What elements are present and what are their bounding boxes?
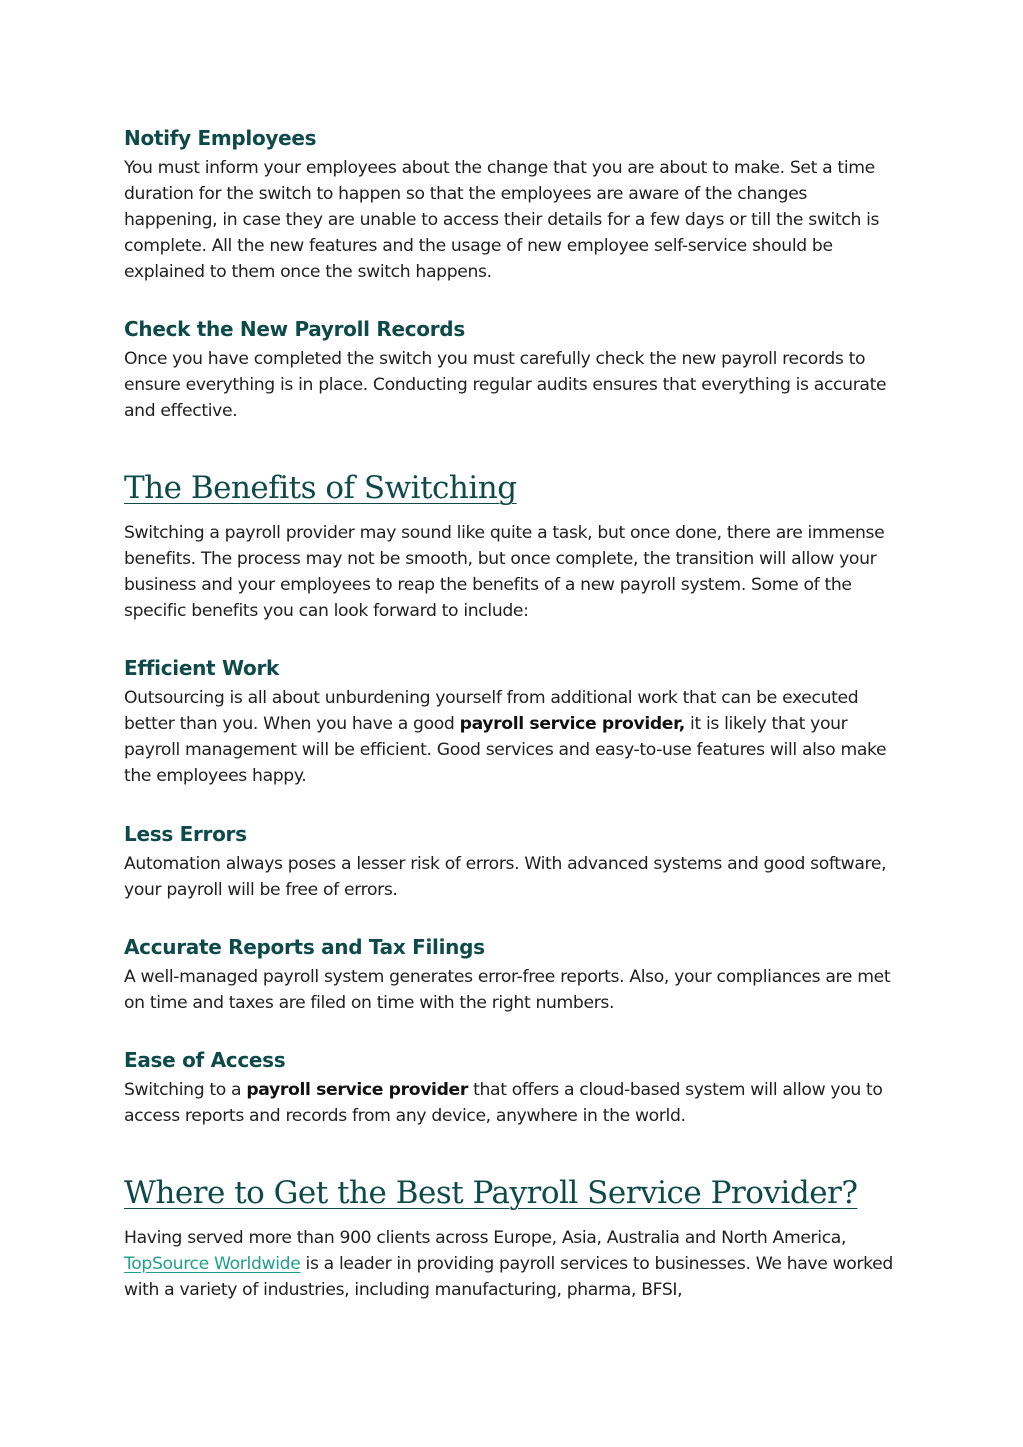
paragraph-text: Having served more than 900 clients across Europe, Asia, Australia and North America,	[124, 1228, 847, 1248]
bold-keyword: payroll service provider	[246, 1080, 468, 1100]
topsource-worldwide-link[interactable]: TopSource Worldwide	[124, 1254, 301, 1274]
section-paragraph	[124, 1077, 904, 1129]
section-heading: Check the New Payroll Records	[124, 317, 465, 341]
major-heading: The Benefits of Switching	[124, 470, 517, 506]
paragraph-text: Switching to a	[124, 1080, 247, 1100]
section-heading: Ease of Access	[124, 1048, 286, 1072]
section-efficient-work	[124, 655, 904, 789]
document-page	[124, 0, 904, 1447]
section-benefits-of-switching	[124, 468, 904, 624]
bold-keyword: payroll service provider,	[459, 714, 685, 734]
section-check-records	[124, 316, 904, 424]
section-less-errors	[124, 821, 904, 903]
section-paragraph: Automation always poses a lesser risk of errors. With advanced systems and good software, your payroll will be free of errors.	[124, 854, 887, 900]
major-heading: Where to Get the Best Payroll Service Provider?	[124, 1175, 858, 1211]
section-where-to-get-provider	[124, 1173, 904, 1303]
section-accurate-reports	[124, 934, 904, 1016]
section-paragraph	[124, 1225, 904, 1303]
section-heading: Less Errors	[124, 822, 247, 846]
paragraph-text: it is likely that your payroll management will be efficient. Good services and easy-to-use features will also make the employees happy.	[124, 714, 887, 786]
section-paragraph: Once you have completed the switch you must carefully check the new payroll records to ensure everything is in place. Conducting regular audits ensures that everything is accurate and effective.	[124, 349, 887, 421]
section-paragraph: A well-managed payroll system generates error-free reports. Also, your compliances are met on time and taxes are filed on time with the right numbers.	[124, 967, 891, 1013]
paragraph-text: Outsourcing is all about unburdening yourself from additional work that can be executed better than you. When you have a good	[124, 688, 859, 734]
section-paragraph: Switching a payroll provider may sound like quite a task, but once done, there are immense benefits. The process may not be smooth, but once complete, the transition will allow your business and your employees to reap the benefits of a new payroll system. Some of the specific benefits you can look forward to include:	[124, 523, 885, 621]
section-heading: Accurate Reports and Tax Filings	[124, 935, 485, 959]
section-ease-of-access	[124, 1047, 904, 1129]
paragraph-text: that offers a cloud-based system will allow you to access reports and records from any device, anywhere in the world.	[124, 1080, 883, 1126]
paragraph-text: is a leader in providing payroll services to businesses. We have worked with a variety of industries, including manufacturing, pharma, BFSI,	[124, 1254, 893, 1300]
section-heading: Efficient Work	[124, 656, 280, 680]
section-notify-employees	[124, 125, 904, 285]
section-paragraph	[124, 685, 904, 789]
section-heading: Notify Employees	[124, 126, 317, 150]
section-paragraph: You must inform your employees about the change that you are about to make. Set a time duration for the switch to happen so that the employees are aware of the changes happening, in case they are unable to access their details for a few days or till the switch is complete. All the new features and the usage of new employee self-service should be explained to them once the switch happens.	[124, 158, 880, 282]
